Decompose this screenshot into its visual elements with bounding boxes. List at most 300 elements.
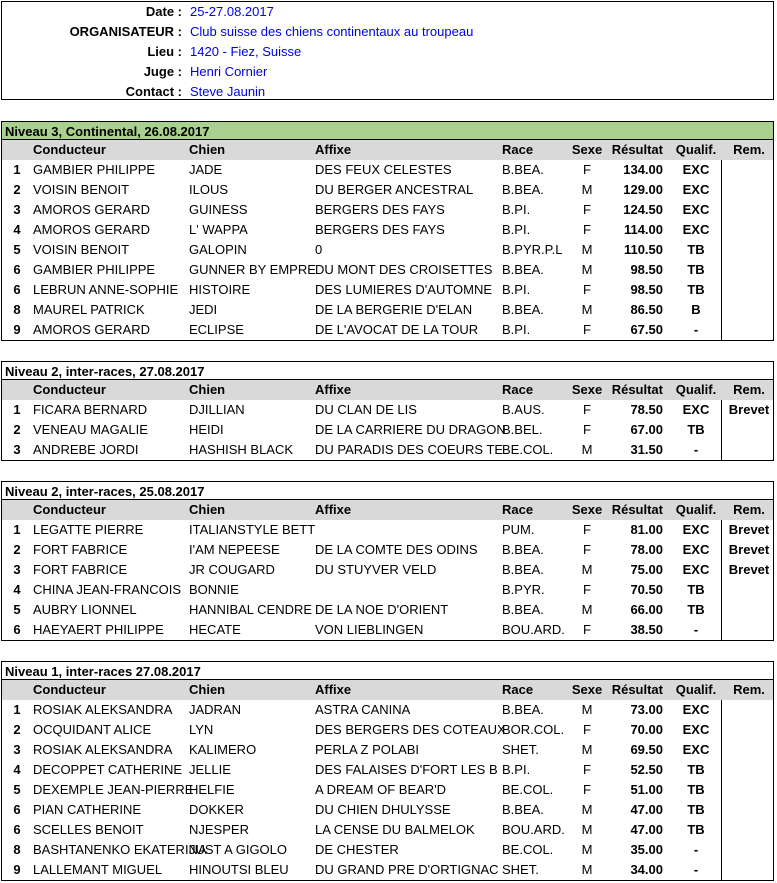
cell-chien: HANNIBAL CENDRE — [189, 602, 313, 617]
cell-race: B.PI. — [502, 282, 531, 297]
cell-sexe: F — [583, 522, 591, 537]
cell-affixe: DES FALAISES D'FORT LES B — [315, 762, 498, 777]
column-header-chien: Chien — [189, 502, 226, 517]
column-header-rem: Rem. — [733, 382, 765, 397]
cell-rank: 6 — [13, 282, 21, 297]
cell-sexe: M — [581, 262, 593, 277]
cell-resultat: 31.50 — [630, 442, 663, 457]
cell-resultat: 66.00 — [630, 602, 663, 617]
cell-resultat: 70.50 — [630, 582, 663, 597]
cell-rank: 2 — [13, 182, 21, 197]
cell-conducteur: LALLEMANT MIGUEL — [33, 862, 163, 877]
cell-affixe: DU PARADIS DES COEURS TE — [315, 442, 504, 457]
table-row — [2, 240, 773, 260]
cell-race: BE.COL. — [502, 782, 554, 797]
cell-qualif: EXC — [682, 542, 710, 557]
cell-rank: 9 — [13, 322, 21, 337]
cell-sexe: M — [581, 442, 593, 457]
cell-resultat: 98.50 — [630, 282, 663, 297]
table-row — [2, 740, 773, 760]
cell-sexe: M — [581, 862, 593, 877]
cell-rem — [724, 240, 774, 260]
cell-rem: Brevet — [728, 402, 770, 417]
cell-qualif: TB — [687, 262, 705, 277]
cell-conducteur: GAMBIER PHILIPPE — [33, 162, 156, 177]
info-value: 25-27.08.2017 — [190, 4, 274, 19]
cell-affixe: BERGERS DES FAYS — [315, 222, 445, 237]
cell-race: B.BEA. — [502, 602, 544, 617]
cell-chien: JADE — [189, 162, 223, 177]
cell-rank: 6 — [13, 802, 21, 817]
cell-sexe: F — [583, 162, 591, 177]
cell-race: B.BEA. — [502, 802, 544, 817]
cell-affixe: BERGERS DES FAYS — [315, 202, 445, 217]
column-header-race: Race — [502, 382, 534, 397]
cell-rem — [724, 580, 774, 600]
cell-chien: GUINESS — [189, 202, 248, 217]
cell-affixe: DU STUYVER VELD — [315, 562, 437, 577]
cell-race: B.BEA. — [502, 542, 544, 557]
cell-resultat: 38.50 — [630, 622, 663, 637]
cell-qualif: EXC — [682, 202, 710, 217]
cell-conducteur: FORT FABRICE — [33, 562, 128, 577]
cell-resultat: 86.50 — [630, 302, 663, 317]
cell-race: B.AUS. — [502, 402, 545, 417]
cell-qualif: EXC — [682, 742, 710, 757]
cell-chien: ILOUS — [189, 182, 229, 197]
cell-resultat: 98.50 — [630, 262, 663, 277]
cell-rem — [724, 820, 774, 840]
cell-race: B.PYR.P.L — [502, 242, 563, 257]
cell-rem — [724, 180, 774, 200]
column-header-qualif: Qualif. — [675, 682, 717, 697]
column-header-chien: Chien — [189, 682, 226, 697]
cell-sexe: M — [581, 602, 593, 617]
column-header-resultat: Résultat — [611, 502, 663, 517]
cell-rank: 9 — [13, 862, 21, 877]
cell-resultat: 35.00 — [630, 842, 663, 857]
results-table-body — [1, 520, 774, 641]
cell-race: BOU.ARD. — [502, 622, 565, 637]
cell-race: BOR.COL. — [502, 722, 565, 737]
column-header-row — [1, 380, 774, 400]
table-row — [2, 300, 773, 320]
cell-affixe: DES FEUX CELESTES — [315, 162, 452, 177]
cell-rem — [724, 760, 774, 780]
cell-affixe: PERLA Z POLABI — [315, 742, 420, 757]
cell-rem — [724, 420, 774, 440]
cell-race: BOU.ARD. — [502, 822, 565, 837]
cell-chien: DOKKER — [189, 802, 244, 817]
cell-affixe: DU CHIEN DHULYSSE — [315, 802, 451, 817]
cell-rem: Brevet — [728, 522, 770, 537]
cell-sexe: F — [583, 722, 591, 737]
column-header-chien: Chien — [189, 382, 226, 397]
column-header-qualif: Qualif. — [675, 142, 717, 157]
cell-chien: GUNNER BY EMPRE — [189, 262, 316, 277]
column-header-conducteur: Conducteur — [33, 142, 106, 157]
cell-rank: 4 — [13, 582, 21, 597]
cell-race: B.BEA. — [502, 162, 544, 177]
cell-qualif: - — [693, 862, 699, 877]
table-row — [2, 760, 773, 780]
cell-rem — [724, 620, 774, 640]
cell-affixe: DU CLAN DE LIS — [315, 402, 417, 417]
cell-affixe: ASTRA CANINA — [315, 702, 411, 717]
cell-chien: HISTOIRE — [189, 282, 251, 297]
cell-qualif: TB — [687, 822, 705, 837]
cell-rank: 6 — [13, 822, 21, 837]
cell-rank: 8 — [13, 842, 21, 857]
column-header-race: Race — [502, 502, 534, 517]
cell-qualif: TB — [687, 242, 705, 257]
cell-resultat: 124.50 — [623, 202, 663, 217]
cell-conducteur: CHINA JEAN-FRANCOIS — [33, 582, 182, 597]
results-table-body — [1, 700, 774, 881]
cell-sexe: F — [583, 542, 591, 557]
cell-resultat: 110.50 — [623, 242, 663, 257]
column-header-row — [1, 500, 774, 520]
table-row — [2, 220, 773, 240]
cell-qualif: EXC — [682, 702, 710, 717]
column-header-sexe: Sexe — [571, 142, 603, 157]
table-row — [2, 180, 773, 200]
cell-conducteur: AMOROS GERARD — [33, 322, 151, 337]
cell-rank: 8 — [13, 302, 21, 317]
cell-chien: BONNIE — [189, 582, 239, 597]
column-header-rem: Rem. — [733, 682, 765, 697]
cell-sexe: F — [583, 782, 591, 797]
cell-resultat: 47.00 — [630, 822, 663, 837]
cell-rank: 1 — [13, 402, 21, 417]
cell-conducteur: VOISIN BENOIT — [33, 182, 130, 197]
cell-qualif: EXC — [682, 522, 710, 537]
cell-rem — [724, 200, 774, 220]
cell-qualif: - — [693, 442, 699, 457]
cell-conducteur: ANDREBE JORDI — [33, 442, 139, 457]
cell-rem — [724, 720, 774, 740]
column-header-row — [1, 140, 774, 160]
cell-conducteur: LEBRUN ANNE-SOPHIE — [33, 282, 179, 297]
cell-chien: HINOUTSI BLEU — [189, 862, 289, 877]
cell-conducteur: ROSIAK ALEKSANDRA — [33, 702, 173, 717]
cell-sexe: F — [583, 322, 591, 337]
cell-resultat: 69.50 — [630, 742, 663, 757]
cell-race: B.PI. — [502, 762, 531, 777]
cell-resultat: 75.00 — [630, 562, 663, 577]
cell-affixe: DU GRAND PRE D'ORTIGNAC — [315, 862, 499, 877]
table-row — [2, 200, 773, 220]
cell-chien: ITALIANSTYLE BETT — [189, 522, 316, 537]
cell-rank: 1 — [13, 702, 21, 717]
cell-resultat: 134.00 — [623, 162, 663, 177]
cell-chien: JR COUGARD — [189, 562, 275, 577]
cell-chien: JEDI — [189, 302, 218, 317]
cell-sexe: F — [583, 422, 591, 437]
cell-rank: 3 — [13, 202, 21, 217]
cell-resultat: 78.00 — [630, 542, 663, 557]
cell-rank: 3 — [13, 742, 21, 757]
cell-conducteur: SCELLES BENOIT — [33, 822, 144, 837]
column-header-affixe: Affixe — [315, 682, 352, 697]
cell-race: SHET. — [502, 742, 539, 757]
cell-chien: LYN — [189, 722, 214, 737]
cell-affixe: 0 — [315, 242, 323, 257]
cell-chien: JUST A GIGOLO — [189, 842, 288, 857]
table-row — [2, 540, 773, 560]
cell-resultat: 47.00 — [630, 802, 663, 817]
cell-chien: GALOPIN — [189, 242, 247, 257]
cell-chien: NJESPER — [189, 822, 249, 837]
table-row — [2, 560, 773, 580]
section-title: Niveau 2, inter-races, 27.08.2017 — [1, 361, 774, 380]
info-label: Contact : — [125, 84, 182, 99]
event-info-box — [1, 1, 774, 100]
cell-chien: KALIMERO — [189, 742, 257, 757]
info-label: Juge : — [143, 64, 182, 79]
cell-sexe: M — [581, 242, 593, 257]
cell-sexe: M — [581, 302, 593, 317]
cell-sexe: F — [583, 282, 591, 297]
cell-resultat: 52.50 — [630, 762, 663, 777]
cell-resultat: 114.00 — [623, 222, 663, 237]
cell-rem: Brevet — [728, 542, 770, 557]
column-header-sexe: Sexe — [571, 682, 603, 697]
cell-race: B.BEA. — [502, 562, 544, 577]
cell-sexe: F — [583, 222, 591, 237]
cell-race: B.PYR. — [502, 582, 545, 597]
cell-conducteur: GAMBIER PHILIPPE — [33, 262, 156, 277]
cell-conducteur: LEGATTE PIERRE — [33, 522, 144, 537]
cell-sexe: F — [583, 582, 591, 597]
column-header-conducteur: Conducteur — [33, 682, 106, 697]
cell-sexe: F — [583, 762, 591, 777]
cell-affixe: DE CHESTER — [315, 842, 399, 857]
table-row — [2, 820, 773, 840]
cell-rem — [724, 780, 774, 800]
cell-rank: 1 — [13, 522, 21, 537]
info-label: Date : — [145, 4, 182, 19]
cell-qualif: TB — [687, 282, 705, 297]
cell-conducteur: DEXEMPLE JEAN-PIERRE — [33, 782, 194, 797]
column-header-row — [1, 680, 774, 700]
column-header-affixe: Affixe — [315, 382, 352, 397]
results-table-body — [1, 400, 774, 461]
cell-rem — [724, 440, 774, 460]
cell-sexe: F — [583, 622, 591, 637]
cell-resultat: 67.50 — [630, 322, 663, 337]
cell-qualif: EXC — [682, 162, 710, 177]
cell-rem: Brevet — [728, 562, 770, 577]
cell-sexe: M — [581, 822, 593, 837]
table-row — [2, 780, 773, 800]
column-header-resultat: Résultat — [611, 142, 663, 157]
cell-sexe: M — [581, 562, 593, 577]
cell-qualif: TB — [687, 762, 705, 777]
info-value: Henri Cornier — [190, 64, 268, 79]
table-row — [2, 580, 773, 600]
column-header-qualif: Qualif. — [675, 382, 717, 397]
cell-qualif: TB — [687, 582, 705, 597]
table-row — [2, 280, 773, 300]
table-row — [2, 400, 773, 420]
cell-rank: 2 — [13, 422, 21, 437]
cell-race: B.BEL. — [502, 422, 543, 437]
table-row — [2, 840, 773, 860]
cell-chien: JADRAN — [189, 702, 242, 717]
cell-conducteur: MAUREL PATRICK — [33, 302, 145, 317]
cell-affixe — [315, 580, 501, 600]
cell-chien: HELFIE — [189, 782, 235, 797]
column-header-sexe: Sexe — [571, 382, 603, 397]
column-header-conducteur: Conducteur — [33, 382, 106, 397]
column-header-chien: Chien — [189, 142, 226, 157]
cell-rank: 6 — [13, 262, 21, 277]
cell-rem — [724, 260, 774, 280]
cell-race: BE.COL. — [502, 842, 554, 857]
cell-rem — [724, 860, 774, 880]
cell-resultat: 51.00 — [630, 782, 663, 797]
info-value: 1420 - Fiez, Suisse — [190, 44, 302, 59]
table-row — [2, 420, 773, 440]
column-header-sexe: Sexe — [571, 502, 603, 517]
cell-qualif: B — [691, 302, 701, 317]
cell-affixe: DES LUMIERES D'AUTOMNE — [315, 282, 493, 297]
cell-rem — [724, 840, 774, 860]
cell-affixe: A DREAM OF BEAR'D — [315, 782, 447, 797]
table-row — [2, 860, 773, 880]
cell-conducteur: VOISIN BENOIT — [33, 242, 130, 257]
cell-affixe: DE LA CARRIERE DU DRAGON — [315, 422, 506, 437]
cell-race: SHET. — [502, 862, 539, 877]
cell-race: B.BEA. — [502, 262, 544, 277]
cell-rem — [724, 800, 774, 820]
cell-rem — [724, 280, 774, 300]
section-title: Niveau 1, inter-races 27.08.2017 — [1, 661, 774, 680]
cell-affixe: DES BERGERS DES COTEAUX — [315, 722, 506, 737]
column-header-conducteur: Conducteur — [33, 502, 106, 517]
cell-rank: 2 — [13, 542, 21, 557]
column-header-resultat: Résultat — [611, 382, 663, 397]
section-title: Niveau 3, Continental, 26.08.2017 — [1, 121, 774, 140]
column-header-rem: Rem. — [733, 142, 765, 157]
cell-rank: 3 — [13, 442, 21, 457]
cell-qualif: EXC — [682, 222, 710, 237]
cell-conducteur: PIAN CATHERINE — [33, 802, 142, 817]
cell-qualif: - — [693, 622, 699, 637]
cell-qualif: TB — [687, 422, 705, 437]
cell-conducteur: ROSIAK ALEKSANDRA — [33, 742, 173, 757]
column-header-resultat: Résultat — [611, 682, 663, 697]
cell-chien: I'AM NEPEESE — [189, 542, 280, 557]
cell-conducteur: VENEAU MAGALIE — [33, 422, 148, 437]
cell-affixe: DE LA COMTE DES ODINS — [315, 542, 478, 557]
cell-rem — [724, 600, 774, 620]
cell-race: B.PI. — [502, 222, 531, 237]
cell-resultat: 67.00 — [630, 422, 663, 437]
cell-rank: 5 — [13, 782, 21, 797]
cell-sexe: M — [581, 182, 593, 197]
cell-rank: 2 — [13, 722, 21, 737]
cell-conducteur: FORT FABRICE — [33, 542, 128, 557]
cell-qualif: - — [693, 322, 699, 337]
cell-rank: 5 — [13, 242, 21, 257]
cell-qualif: TB — [687, 602, 705, 617]
cell-rank: 6 — [13, 622, 21, 637]
cell-race: B.BEA. — [502, 182, 544, 197]
cell-qualif: EXC — [682, 562, 710, 577]
cell-conducteur: OCQUIDANT ALICE — [33, 722, 152, 737]
results-table-body — [1, 160, 774, 341]
cell-affixe — [315, 520, 501, 540]
cell-conducteur: AMOROS GERARD — [33, 222, 151, 237]
cell-qualif: TB — [687, 802, 705, 817]
cell-resultat: 81.00 — [630, 522, 663, 537]
table-row — [2, 700, 773, 720]
column-header-qualif: Qualif. — [675, 502, 717, 517]
cell-qualif: EXC — [682, 182, 710, 197]
cell-rem — [724, 160, 774, 180]
cell-affixe: DU BERGER ANCESTRAL — [315, 182, 474, 197]
info-value: Club suisse des chiens continentaux au troupeau — [190, 24, 474, 39]
column-header-race: Race — [502, 142, 534, 157]
table-row — [2, 440, 773, 460]
cell-conducteur: HAEYAERT PHILIPPE — [33, 622, 164, 637]
cell-conducteur: FICARA BERNARD — [33, 402, 148, 417]
cell-race: B.PI. — [502, 322, 531, 337]
cell-chien: ECLIPSE — [189, 322, 244, 337]
cell-qualif: TB — [687, 782, 705, 797]
table-row — [2, 160, 773, 180]
cell-chien: JELLIE — [189, 762, 231, 777]
cell-rank: 4 — [13, 222, 21, 237]
cell-sexe: F — [583, 402, 591, 417]
cell-affixe: VON LIEBLINGEN — [315, 622, 424, 637]
cell-rank: 4 — [13, 762, 21, 777]
cell-affixe: DE LA BERGERIE D'ELAN — [315, 302, 473, 317]
cell-race: B.BEA. — [502, 302, 544, 317]
cell-conducteur: AMOROS GERARD — [33, 202, 151, 217]
cell-race: PUM. — [502, 522, 535, 537]
cell-rank: 1 — [13, 162, 21, 177]
cell-affixe: DU MONT DES CROISETTES — [315, 262, 493, 277]
cell-rank: 5 — [13, 602, 21, 617]
cell-race: B.BEA. — [502, 702, 544, 717]
cell-rem — [724, 220, 774, 240]
cell-sexe: F — [583, 202, 591, 217]
cell-chien: HASHISH BLACK — [189, 442, 294, 457]
cell-chien: HECATE — [189, 622, 241, 637]
cell-sexe: M — [581, 842, 593, 857]
cell-resultat: 78.50 — [630, 402, 663, 417]
table-row — [2, 620, 773, 640]
cell-sexe: M — [581, 742, 593, 757]
cell-race: BE.COL. — [502, 442, 554, 457]
info-label: Lieu : — [147, 44, 182, 59]
cell-resultat: 70.00 — [630, 722, 663, 737]
cell-resultat: 73.00 — [630, 702, 663, 717]
cell-rem — [724, 300, 774, 320]
cell-sexe: M — [581, 702, 593, 717]
column-header-affixe: Affixe — [315, 142, 352, 157]
cell-qualif: EXC — [682, 722, 710, 737]
table-row — [2, 600, 773, 620]
cell-chien: DJILLIAN — [189, 402, 245, 417]
cell-conducteur: DECOPPET CATHERINE — [33, 762, 183, 777]
cell-resultat: 34.00 — [630, 862, 663, 877]
table-row — [2, 520, 773, 540]
cell-qualif: - — [693, 842, 699, 857]
